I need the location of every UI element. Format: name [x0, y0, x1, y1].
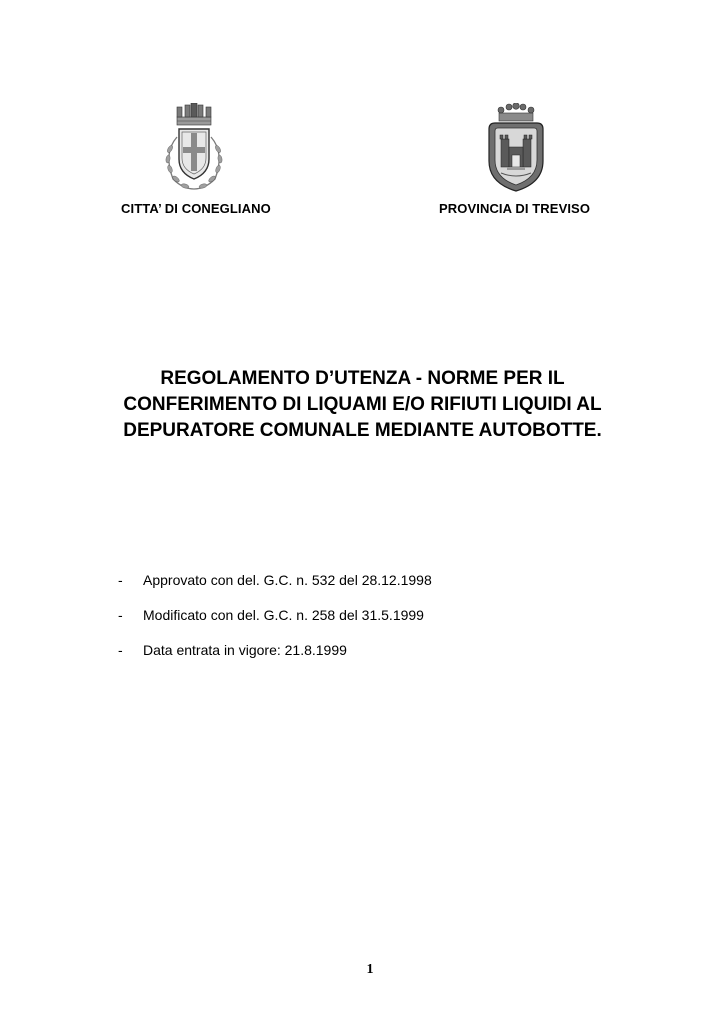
- effective-date-text: Data entrata in vigore: 21.8.1999: [143, 642, 347, 658]
- list-bullet: -: [118, 607, 123, 623]
- list-bullet: -: [118, 572, 123, 588]
- conegliano-coat-of-arms-icon: [155, 103, 233, 193]
- title-line: CONFERIMENTO DI LIQUAMI E/O RIFIUTI LIQUIDI AL: [123, 394, 602, 415]
- approval-detail-item: [118, 571, 432, 606]
- document-title: [100, 366, 625, 444]
- treviso-province-seal-icon: [481, 103, 551, 193]
- effective-date-item: [118, 641, 432, 676]
- list-bullet: -: [118, 642, 123, 658]
- title-line: DEPURATORE COMUNALE MEDIANTE AUTOBOTTE.: [123, 420, 602, 441]
- approval-details-list: [118, 571, 432, 676]
- page-number: 1: [366, 962, 374, 977]
- approval-detail-text: Approvato con del. G.C. n. 532 del 28.12.1998: [143, 572, 432, 588]
- title-line: REGOLAMENTO D’UTENZA - NORME PER IL: [160, 368, 565, 389]
- modification-detail-text: Modificato con del. G.C. n. 258 del 31.5.1999: [143, 607, 424, 623]
- modification-detail-item: [118, 606, 432, 641]
- treviso-org-name: PROVINCIA DI TREVISO: [439, 201, 591, 216]
- conegliano-org-name: CITTA’ DI CONEGLIANO: [121, 201, 271, 216]
